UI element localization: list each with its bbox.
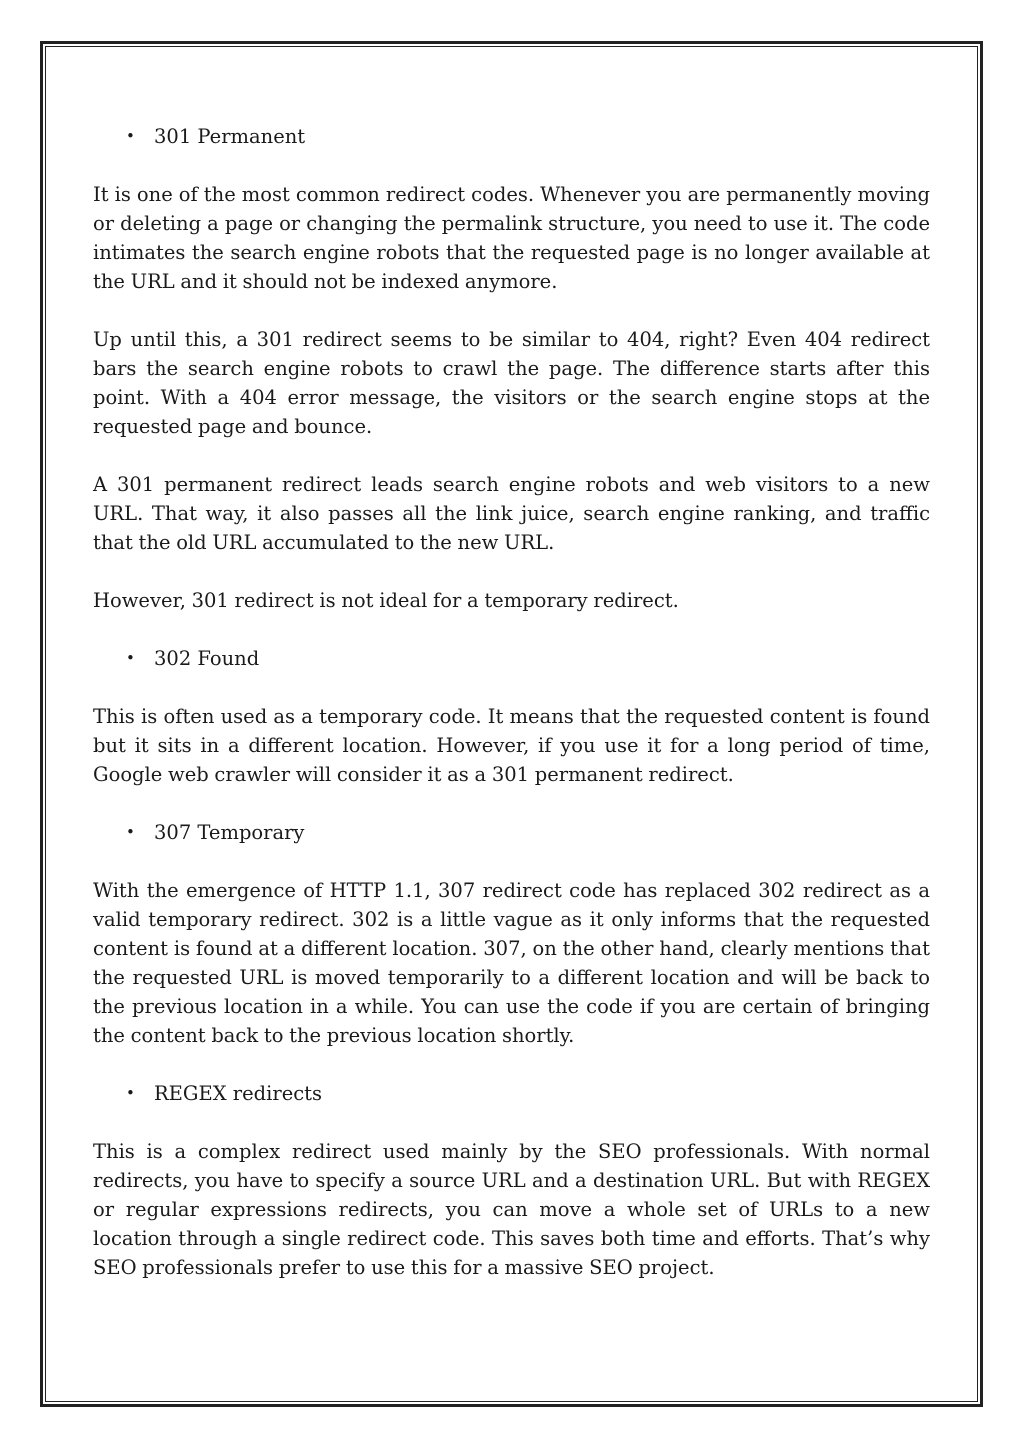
paragraph: It is one of the most common redirect codes. Whenever you are permanently moving or deleting a page or changing the permalink structure, you need to use it. The code intimates the search engine robots that the requested page is no longer available at the URL and it should not be indexed anymore. bbox=[93, 183, 930, 293]
bullet-dot: • bbox=[126, 823, 135, 841]
paragraph: However, 301 redirect is not ideal for a temporary redirect. bbox=[93, 589, 679, 612]
bullet-label: 302 Found bbox=[154, 647, 260, 670]
paragraph: This is often used as a temporary code. It means that the requested content is found but it sits in a different location. However, if you use it for a long period of time, Google web crawler will consider it as a 301 permanent redirect. bbox=[93, 705, 930, 786]
bullet-item-301 bbox=[93, 122, 930, 151]
document-body bbox=[93, 122, 930, 1311]
paragraph: This is a complex redirect used mainly by the SEO professionals. With normal redirects, you have to specify a source URL and a destination URL. But with REGEX or regular expressions redirects, you can move a whole set of URLs to a new location through a single redirect code. This saves both time and efforts. That’s why SEO professionals prefer to use this for a massive SEO project. bbox=[93, 1140, 930, 1279]
paragraph: A 301 permanent redirect leads search engine robots and web visitors to a new URL. That way, it also passes all the link juice, search engine ranking, and traffic that the old URL accumulated to the new URL. bbox=[93, 473, 930, 554]
bullet-dot: • bbox=[126, 1084, 135, 1102]
bullet-label: REGEX redirects bbox=[154, 1082, 323, 1105]
bullet-item-307 bbox=[93, 818, 930, 847]
bullet-label: 307 Temporary bbox=[154, 821, 305, 844]
bullet-dot: • bbox=[126, 127, 135, 145]
bullet-item-regex bbox=[93, 1079, 930, 1108]
bullet-label: 301 Permanent bbox=[154, 125, 306, 148]
paragraph: With the emergence of HTTP 1.1, 307 redirect code has replaced 302 redirect as a valid temporary redirect. 302 is a little vague as it only informs that the requested content is found at a different location. 307, on the other hand, clearly mentions that the requested URL is moved temporarily to a different location and will be back to the previous location in a while. You can use the code if you are certain of bringing the content back to the previous location shortly. bbox=[93, 879, 930, 1047]
paragraph: Up until this, a 301 redirect seems to be similar to 404, right? Even 404 redirect bars the search engine robots to crawl the page. The difference starts after this point. With a 404 error message, the visitors or the search engine stops at the requested page and bounce. bbox=[93, 328, 930, 438]
bullet-dot: • bbox=[126, 649, 135, 667]
bullet-item-302 bbox=[93, 644, 930, 673]
